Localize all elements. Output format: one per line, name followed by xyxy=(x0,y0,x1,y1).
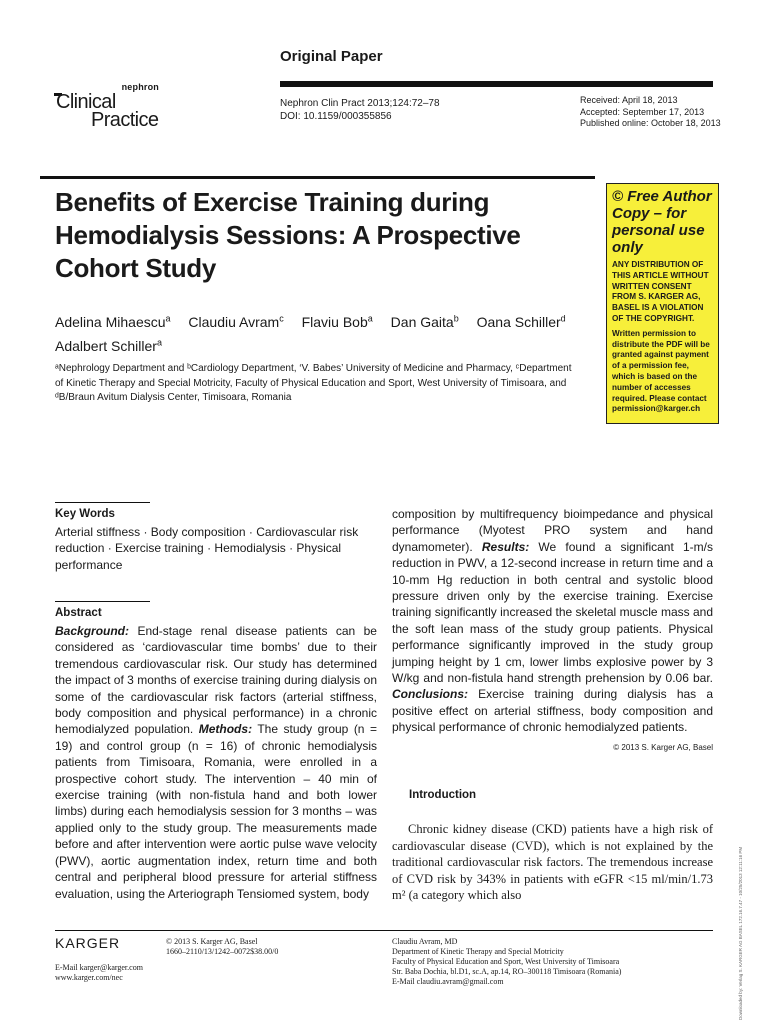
section-label: Original Paper xyxy=(280,48,383,65)
abstract-left-column xyxy=(55,623,377,902)
background-text: End-stage renal disease patients can be considered as ‘cardiovascular time bombs’ due to their tremendous cardiovascular risk. Our study has determined the impact of 3 months of exercise training during dialysis on some of the cardiovascular risk factors (arterial stiffness, body composition and physical performance) in a chronic hemodialyzed population. xyxy=(55,624,377,737)
abstract-heading: Abstract xyxy=(55,607,102,619)
citation-line: Nephron Clin Pract 2013;124:72–78 xyxy=(280,98,440,109)
notice-headline: © Free Author Copy – for personal use only xyxy=(612,188,712,256)
author-list xyxy=(55,308,595,357)
results-text: We found a significant 1-m/s reduction in PWV, a 12-second increase in return time and a 10-mm Hg reduction in both central and systolic blood pressure driven only by the exercise training. Exercise training significantly increased the skeletal muscle mass and the soft lean mass of the study group patients. Physical performance significantly improved in the study group jumping height by 1 cm, lower limbs explosive power by 3 W/kg and non-fistula hand strength prehension by 0.06 bar. xyxy=(392,539,713,686)
accepted-date: Accepted: September 17, 2013 xyxy=(580,106,705,117)
results-label: Results: xyxy=(481,539,530,554)
methods-text: The study group (n = 19) and control group (n = 16) of chronic hemodialysis patients from Timisoara, Romania, were enrolled in a prospective cohort study. The intervention – 40 min of exercise training (with non-fistula hand and both lower limbs) during each hemodialysis session for 3 months – was applied only to the study group. The measurements made before and after intervention were aortic pulse wave velocity (PWV), aortic augmentation index, return time and both central and peripheral blood pressure for arterial stiffness evaluation, using the Arteriograph Tensiomed system, body xyxy=(55,722,377,901)
notice-permission: Written permission to distribute the PDF will be granted against payment of a permission fee, which is based on the number of accesses required. Please contact permission@karger.ch xyxy=(612,328,710,414)
conclusions-text: Exercise training during dialysis has a positive effect on arterial stiffness, body composition and physical performance of chronic hemodialyzed patients. xyxy=(392,687,713,735)
publisher-website[interactable]: www.karger.com/nec xyxy=(55,973,123,982)
published-date: Published online: October 18, 2013 xyxy=(580,118,721,128)
introduction-heading: Introduction xyxy=(409,789,477,801)
author: Dan Gaita$^b$ xyxy=(390,313,459,330)
footer-copyright xyxy=(166,937,278,957)
logo-line1: Clinical xyxy=(56,91,116,113)
citation xyxy=(280,97,440,123)
notice-distribution: ANY DISTRIBUTION OF THIS ARTICLE WITHOUT WRITTEN CONSENT FROM S. KARGER AG, BASEL IS A VIOLATION OF THE COPYRIGHT. xyxy=(612,260,709,323)
background-label: Background: xyxy=(55,624,130,638)
footer-issn-line: 1660–2110/13/1242–0072$38.00/0 xyxy=(166,947,279,956)
abstract-right-column xyxy=(392,506,713,756)
author: Oana Schiller$^d$ xyxy=(476,313,566,330)
corresp-faculty: Faculty of Physical Education and Sport, West University of Timisoara xyxy=(392,957,620,966)
abstract-copyright: © 2013 S. Karger AG, Basel xyxy=(613,742,713,752)
publisher-contact xyxy=(55,963,143,983)
corresp-email[interactable]: E-Mail claudiu.avram@gmail.com xyxy=(392,977,504,986)
author: Adelina Mihaescu$^a$ xyxy=(55,313,171,330)
journal-logo xyxy=(54,82,179,132)
methods-text-continued: composition by multifrequency bioimpedance and physical performance (Myotest PRO system and hand dynamometer). xyxy=(392,507,713,554)
introduction-text: Chronic kidney disease (CKD) patients have a high risk of cardiovascular disease (CVD), which is not explained by the traditional cardiovascular risk factors. The tremendous increase of CVD risk by 343% in patients with eGFR <15 ml/min/1.73 m² (a category which also xyxy=(392,822,713,902)
methods-label: Methods: xyxy=(198,722,253,737)
keywords-rule xyxy=(55,502,150,503)
author: Claudiu Avram$^c$ xyxy=(188,313,284,330)
abstract-rule xyxy=(55,601,150,602)
corresp-address: Str. Baba Dochia, bl.D1, sc.A, ap.14, RO–300118 Timisoara (Romania) xyxy=(392,967,622,976)
publisher-email[interactable]: E-Mail karger@karger.com xyxy=(55,963,143,972)
dates xyxy=(580,95,721,130)
free-copy-notice xyxy=(606,183,719,424)
doi-line: DOI: 10.1159/000355856 xyxy=(280,111,392,122)
conclusions-label: Conclusions: xyxy=(392,687,469,702)
author: Adalbert Schiller$^a$ xyxy=(55,337,162,355)
header-rule xyxy=(280,81,713,87)
affiliations: ᵃNephrology Department and ᵇCardiology Department, ‘V. Babes’ University of Medicine and Pharmacy, ᶜDepartment of Kinetic Therapy and Special Motricity, Faculty of Physical Education and Sport, West University of Timisoara, and ᵈB/Braun Avitum Dialysis Center, Timisoara, Romania xyxy=(55,363,572,403)
footer-copyright-line: © 2013 S. Karger AG, Basel xyxy=(166,937,258,946)
corresp-name: Claudiu Avram, MD xyxy=(392,937,458,946)
correspondence xyxy=(392,937,621,987)
author: Flaviu Bob$^a$ xyxy=(301,313,373,330)
title-rule xyxy=(40,176,595,179)
keywords-text: Arterial stiffness · Body composition · Cardiovascular risk reduction · Exercise training · Hemodialysis · Physical performance xyxy=(55,525,359,572)
received-date: Received: April 18, 2013 xyxy=(580,95,678,105)
download-note: Downloaded by: Verlag S. KARGER AG BASEL 172.16.7.47 - 10/25/2013 12:11:16 PM xyxy=(738,846,743,1020)
logo-small-text: nephron xyxy=(121,82,159,92)
logo-line2: Practice xyxy=(91,109,159,131)
footer-rule xyxy=(55,930,713,931)
article-title: Benefits of Exercise Training during Hemodialysis Sessions: A Prospective Cohort Study xyxy=(55,187,521,283)
corresp-dept: Department of Kinetic Therapy and Special Motricity xyxy=(392,947,564,956)
publisher-logo: KARGER xyxy=(55,935,121,951)
keywords-heading: Key Words xyxy=(55,508,115,520)
